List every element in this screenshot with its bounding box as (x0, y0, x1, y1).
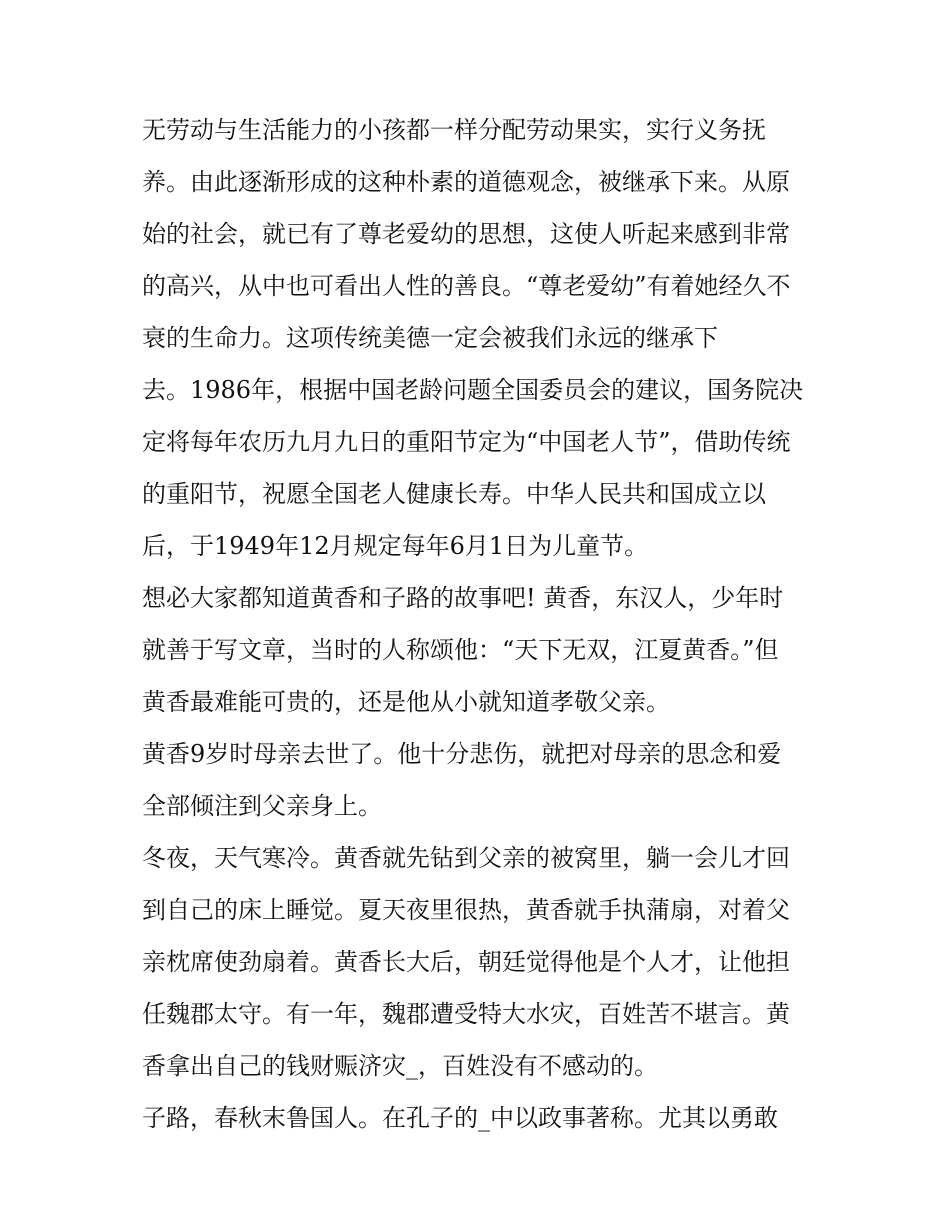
text-line: 任魏郡太守。有一年，魏郡遭受特大水灾，百姓苦不堪言。黄 (142, 1000, 790, 1028)
text-line: 到自己的床上睡觉。夏天夜里很热，黄香就手执蒲扇，对着父 (142, 896, 790, 924)
text-line: 亲枕席使劲扇着。黄香长大后，朝廷觉得他是个人才，让他担 (142, 948, 790, 976)
text-line: 始的社会，就已有了尊老爱幼的思想，这使人听起来感到非常 (142, 220, 790, 248)
text-line: 就善于写文章，当时的人称颂他：“天下无双，江夏黄香。”但 (142, 636, 779, 664)
body-text (142, 104, 818, 1144)
text-line: 养。由此逐渐形成的这种朴素的道德观念，被继承下来。从原 (142, 168, 790, 196)
text-line: 冬夜，天气寒冷。黄香就先钻到父亲的被窝里，躺一会儿才回 (142, 844, 790, 872)
text-line: 定将每年农历九月九日的重阳节定为“中国老人节”，借助传统 (142, 428, 791, 456)
text-line: 全部倾注到父亲身上。 (142, 792, 382, 820)
text-line: 子路，春秋末鲁国人。在孔子的_中以政事著称。尤其以勇敢 (142, 1104, 778, 1132)
text-line: 后，于1949年12月规定每年6月1日为儿童节。 (142, 532, 649, 560)
text-line: 衰的生命力。这项传统美德一定会被我们永远的继承下 (142, 324, 718, 352)
text-line: 黄香最难能可贵的，还是他从小就知道孝敬父亲。 (142, 688, 670, 716)
text-line: 的高兴，从中也可看出人性的善良。“尊老爱幼”有着她经久不 (142, 272, 791, 300)
text-line: 香拿出自己的钱财赈济灾_，百姓没有不感动的。 (142, 1052, 658, 1080)
text-line: 的重阳节，祝愿全国老人健康长寿。中华人民共和国成立以 (142, 480, 766, 508)
text-line: 想必大家都知道黄香和子路的故事吧! 黄香，东汉人，少年时 (142, 584, 784, 612)
text-line: 去。1986年，根据中国老龄问题全国委员会的建议，国务院决 (142, 376, 804, 404)
text-line: 无劳动与生活能力的小孩都一样分配劳动果实，实行义务抚 (142, 116, 766, 144)
text-line: 黄香9岁时母亲去世了。他十分悲伤，就把对母亲的思念和爱 (142, 740, 782, 768)
